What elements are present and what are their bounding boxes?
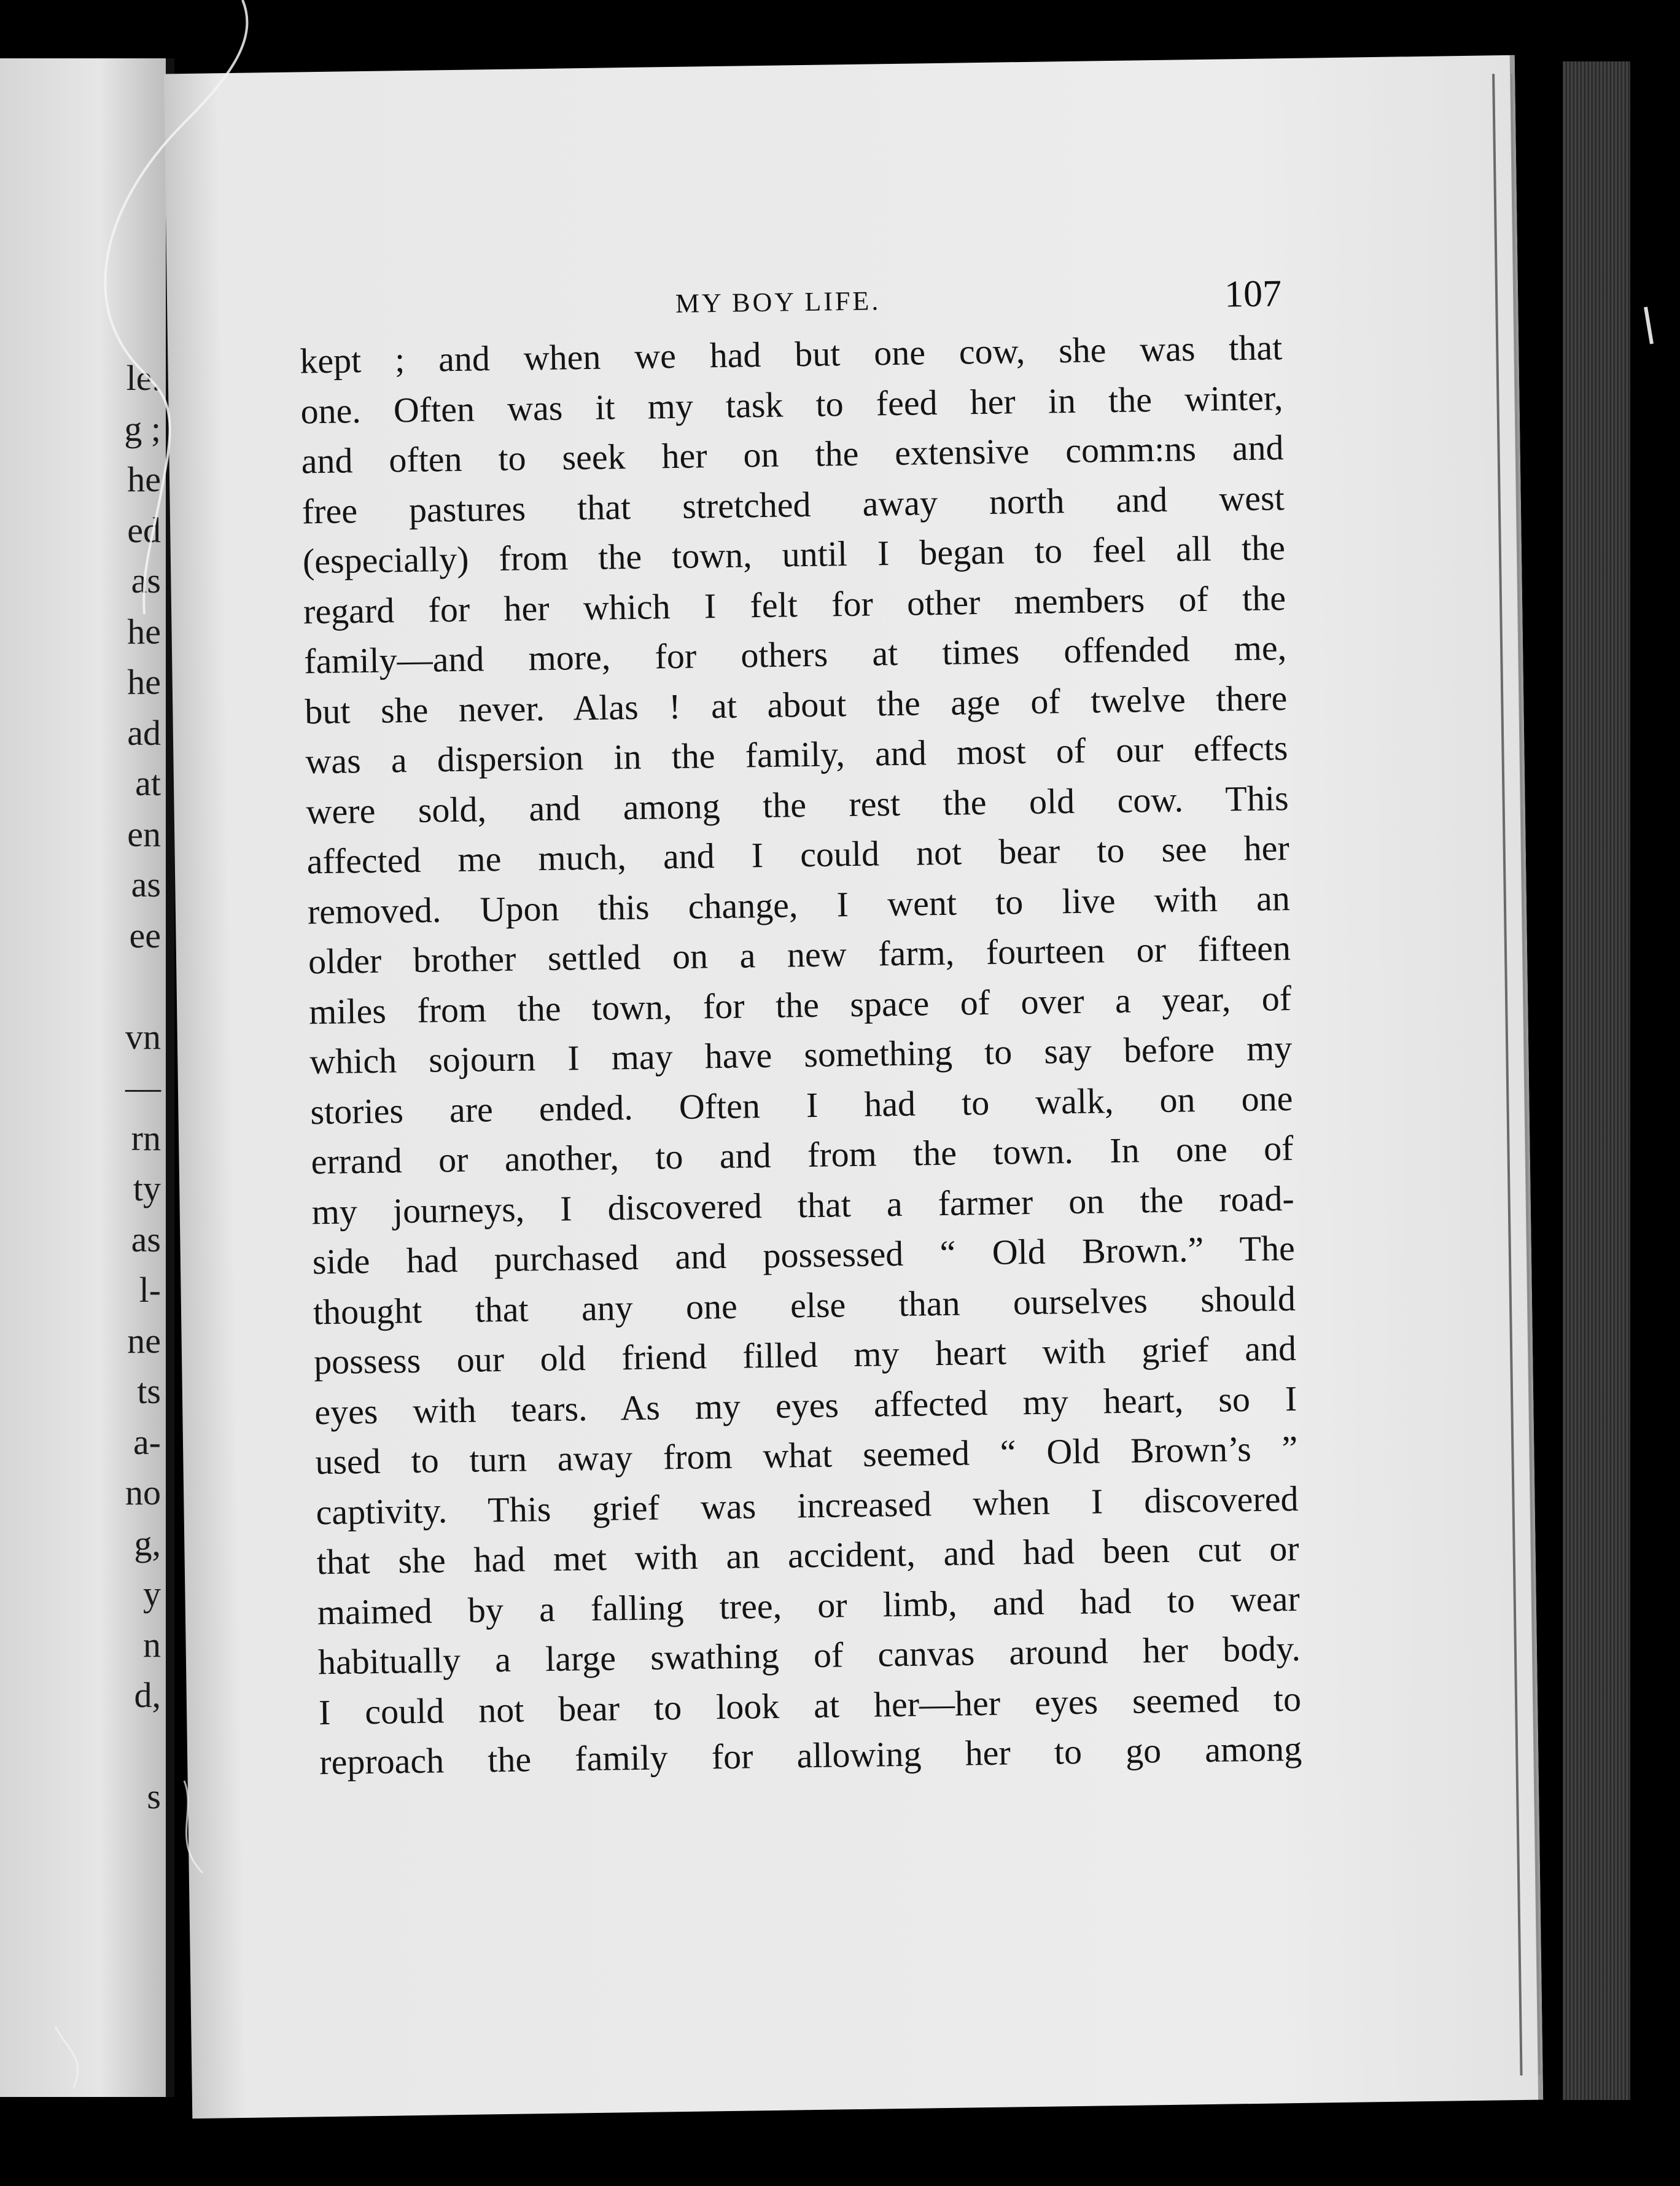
text-line: family—and more, for others at times offended me,: [303, 628, 1287, 682]
left-fragment: n: [143, 1624, 161, 1665]
left-fragment: at: [135, 763, 161, 803]
left-fragment: ty: [133, 1169, 161, 1208]
text-line: removed. Upon this change, I went to live with an: [307, 877, 1291, 932]
body-text: [300, 322, 1302, 1787]
text-line: but she never. Alas ! at about the age of twelve there: [304, 677, 1288, 731]
text-line: maimed by a falling tree, or limb, and had to wear: [317, 1578, 1301, 1632]
page-edge-rule: [1492, 74, 1541, 2075]
left-fragment: d,: [134, 1675, 161, 1715]
left-fragment: no: [125, 1472, 161, 1512]
text-line: kept ; and when we had but one cow, she was that: [299, 327, 1283, 381]
left-fragment: le.: [126, 358, 161, 398]
left-fragment: as: [131, 1219, 161, 1259]
left-fragment: he: [127, 459, 161, 499]
left-fragment: a-: [133, 1422, 161, 1462]
left-fragment: [124, 961, 161, 1012]
left-fragment: ad: [127, 712, 161, 753]
left-fragment: y: [143, 1574, 161, 1614]
left-fragment: as: [131, 561, 161, 601]
text-line: side had purchased and possessed “ Old Brown.” The: [312, 1227, 1296, 1282]
left-fragment: rn: [131, 1118, 161, 1158]
left-fragment: ts: [137, 1371, 161, 1411]
text-line: errand or another, to and from the town. In one of: [311, 1128, 1294, 1182]
text-line: captivity. This grief was increased when I discovered: [316, 1478, 1299, 1532]
text-line: affected me much, and I could not bear to see her: [306, 828, 1290, 882]
text-line: used to turn away from what seemed “ Old Brown’s ”: [314, 1428, 1298, 1482]
page-number: 107: [1224, 273, 1282, 316]
left-fragment: he: [127, 662, 161, 702]
text-line: stories are ended. Often I had to walk, on one: [310, 1078, 1293, 1132]
left-page-line-fragments: [124, 353, 161, 1822]
text-line: free pastures that stretched away north and west: [301, 477, 1285, 531]
text-line: miles from the town, for the space of over a year, of: [308, 978, 1292, 1032]
left-fragment: g,: [134, 1523, 161, 1563]
left-fragment: ed: [127, 510, 161, 550]
text-line: I could not bear to look at her—her eyes seemed to: [318, 1678, 1302, 1732]
left-fragment: s: [147, 1776, 161, 1816]
text-line: were sold, and among the rest the old cow. This: [306, 777, 1289, 831]
text-line: and often to seek her on the extensive comm:ns and: [301, 427, 1284, 481]
left-fragment: —: [125, 1067, 161, 1107]
left-fragment: as: [131, 865, 161, 904]
left-fragment: [124, 1721, 161, 1772]
book-page-edges: [1563, 61, 1630, 2100]
left-fragment: ee: [129, 915, 161, 955]
left-fragment: he: [127, 611, 161, 652]
text-line: was a dispersion in the family, and most of our effects: [305, 728, 1288, 782]
film-scratch-line: [1646, 307, 1652, 344]
left-fragment: l-: [139, 1270, 161, 1310]
left-fragment: en: [127, 814, 161, 854]
text-line: thought that any one else than ourselves should: [313, 1278, 1296, 1332]
text-line: that she had met with an accident, and had been cut or: [316, 1528, 1300, 1582]
text-line: habitually a large swathing of canvas around her body.: [317, 1628, 1301, 1682]
text-line: older brother settled on a new farm, fourteen or fifteen: [308, 928, 1291, 982]
text-line: possess our old friend filled my heart with grief and: [313, 1328, 1297, 1382]
text-line: (especially) from the town, until I began to feel all the: [302, 527, 1286, 582]
left-fragment: g ;: [124, 408, 161, 449]
main-page: [164, 55, 1543, 2118]
text-line: regard for her which I felt for other members of the: [303, 577, 1286, 631]
running-title: MY BOY LIFE.: [675, 286, 881, 319]
text-line: one. Often was it my task to feed her in the winter,: [300, 377, 1283, 431]
text-line last: reproach the family for allowing her to go among: [319, 1728, 1302, 1783]
left-fragment: ne: [127, 1320, 161, 1361]
text-line: which sojourn I may have something to say before my: [309, 1028, 1293, 1082]
left-facing-page: [0, 58, 174, 2097]
text-block: [298, 261, 1302, 1787]
text-line: eyes with tears. As my eyes affected my heart, so I: [314, 1378, 1297, 1432]
text-line: my journeys, I discovered that a farmer on the road-: [311, 1178, 1295, 1232]
left-fragment: vn: [125, 1016, 161, 1057]
